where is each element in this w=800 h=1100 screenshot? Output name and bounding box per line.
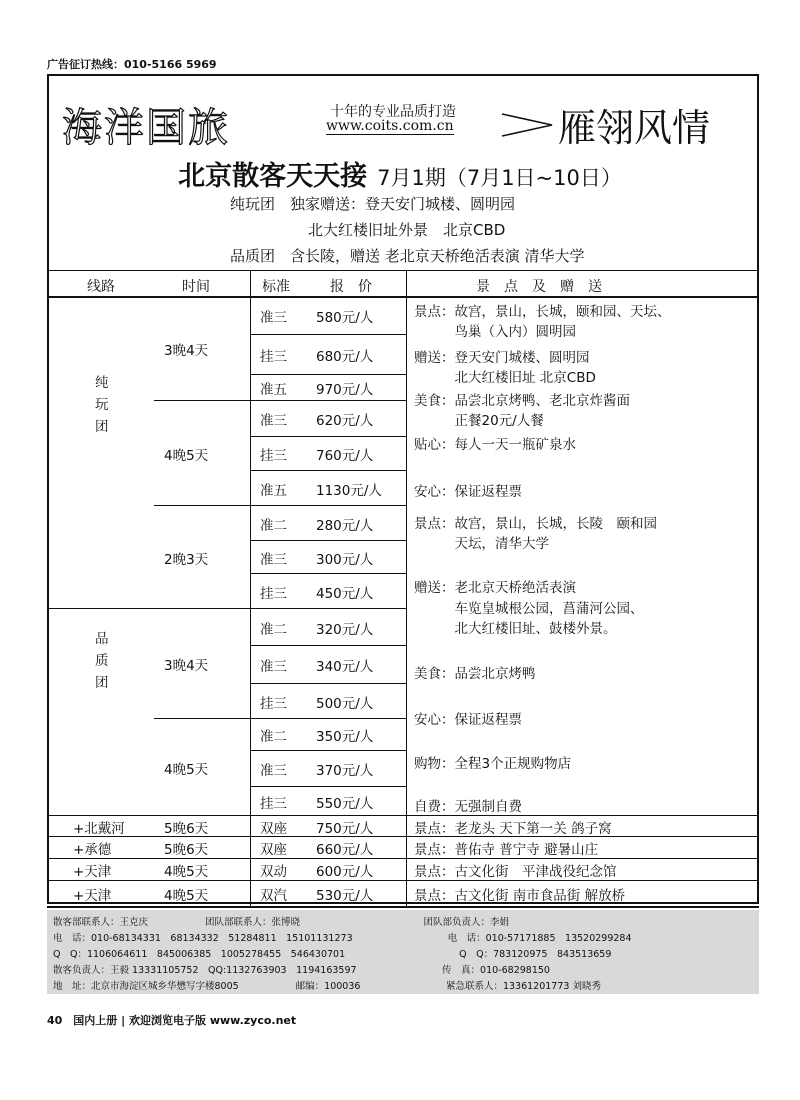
header-price: 报 价: [330, 279, 372, 295]
spots-line: 贴心：每人一天一瓶矿泉水: [414, 437, 576, 453]
subtitle-pure: 纯玩团 独家赠送：登天安门城楼、圆明园: [230, 195, 516, 213]
spots-line: 景点：故宫，景山，长城，长陵 颐和园: [414, 516, 657, 532]
brand-website[interactable]: www.coits.com.cn: [326, 118, 454, 134]
row-price: 620元/人: [316, 413, 374, 429]
brand-logo-left: 海洋国旅: [62, 105, 230, 151]
row-price: 680元/人: [316, 349, 374, 365]
row-time: 4晚5天: [164, 447, 209, 464]
header-spots: 景 点 及 赠 送: [476, 279, 602, 295]
row-line: [250, 718, 406, 719]
spots-line: 北大红楼旧址 北京CBD: [414, 370, 596, 386]
row-price: 340元/人: [316, 659, 374, 675]
spots-line: 景点：故宫，景山，长城，颐和园、天坛、: [414, 304, 671, 320]
row-price: 1130元/人: [316, 482, 382, 499]
row-standard: 准三: [260, 659, 287, 675]
header-route: 线路: [87, 279, 115, 295]
extra-standard: 双动: [260, 864, 287, 880]
row-standard: 准三: [260, 413, 287, 429]
row-price: 370元/人: [316, 763, 374, 779]
row-line: [250, 683, 406, 684]
row-standard: 挂三: [260, 795, 287, 812]
extra-route: +承德: [73, 842, 112, 858]
route-group-line: [47, 608, 154, 609]
row-line: [250, 608, 406, 609]
row-line: [250, 374, 406, 375]
extra-spots: 景点：普佑寺 普宁寺 避暑山庄: [414, 842, 599, 858]
ad-hotline: 广告征订热线：010-5166 5969: [47, 58, 217, 71]
arrow-right-icon: [500, 108, 560, 142]
table-header-line: [47, 296, 759, 298]
col-line-standard: [250, 270, 251, 906]
contacts-line-1: 散客部联系人：王克庆 团队部联系人：张博晓 团队部负责人：李娟: [53, 917, 510, 928]
contacts-panel: [47, 910, 759, 994]
row-price: 580元/人: [316, 310, 374, 326]
row-line: [250, 470, 406, 471]
extra-route: +天津: [73, 864, 112, 880]
row-line: [250, 573, 406, 574]
spots-line: 购物：全程3个正规购物店: [414, 756, 572, 772]
extra-time: 5晚6天: [164, 820, 209, 837]
row-line: [250, 400, 406, 401]
row-price: 350元/人: [316, 729, 374, 745]
row-time: 3晚4天: [164, 343, 209, 359]
spots-line: 车览皇城根公园，菖蒲河公园、: [414, 601, 644, 617]
contacts-line-5: 地 址：北京市海淀区城乡华懋写字楼8005 邮编：100036 紧急联系人：13361201773 刘晓秀: [53, 981, 601, 992]
row-price: 760元/人: [316, 448, 374, 464]
row-standard: 准二: [260, 729, 287, 745]
row-time: 4晚5天: [164, 761, 209, 778]
extra-spots: 景点：老龙头 天下第一关 鸽子窝: [414, 820, 612, 837]
table-bottom-line: [47, 906, 759, 908]
time-group-line: [154, 505, 250, 506]
extra-time: 5晚6天: [164, 842, 209, 858]
spots-line: 美食：品尝北京烤鸭、老北京炸酱面: [414, 393, 630, 409]
extra-spots: 景点：古文化街 平津战役纪念馆: [414, 864, 617, 880]
row-price: 500元/人: [316, 695, 374, 712]
spots-line: 安心：保证返程票: [414, 484, 522, 500]
headline-date: 7月1期（7月1日~10日）: [377, 166, 622, 190]
row-line: [250, 786, 406, 787]
row-standard: 准三: [260, 551, 287, 568]
extra-standard: 双座: [260, 820, 287, 837]
spots-line: 鸟巢（入内）圆明园: [414, 324, 576, 340]
row-standard: 挂三: [260, 695, 287, 712]
brand-slogan: 十年的专业品质打造: [330, 104, 456, 120]
extras-row-line: [47, 880, 759, 881]
page-footer: 40 国内上册 | 欢迎浏览电子版 www.zyco.net: [47, 1014, 297, 1027]
brand-logo-right: 雁翎风情: [558, 106, 711, 150]
row-price: 300元/人: [316, 551, 374, 568]
spots-line: 天坛，清华大学: [414, 536, 549, 552]
spots-line: 自费：无强制自费: [414, 799, 522, 815]
route-quality: 品 质 团: [95, 631, 109, 691]
col-line-spots: [406, 270, 407, 906]
row-line: [250, 540, 406, 541]
row-standard: 挂三: [260, 585, 287, 602]
contacts-line-2: 电 话：010-68134331 68134332 51284811 15101131273 电 话：010-57171885 13520299284: [53, 933, 632, 944]
row-price: 970元/人: [316, 382, 374, 398]
row-time: 2晚3天: [164, 551, 209, 568]
row-price: 320元/人: [316, 621, 374, 638]
row-price: 280元/人: [316, 517, 374, 534]
subtitle-quality: 品质团 含长陵，赠送 老北京天桥绝活表演 清华大学: [230, 247, 585, 265]
spots-line: 北大红楼旧址、鼓楼外景。: [414, 621, 617, 637]
contacts-line-4: 散客负责人：王毅 13331105752 QQ:1132763903 1194163597 传 真：010-68298150: [53, 965, 550, 976]
header-standard: 标准: [262, 279, 290, 295]
spots-line: 正餐20元/人餐: [414, 413, 544, 429]
row-standard: 准二: [260, 621, 287, 638]
row-price: 450元/人: [316, 585, 374, 602]
subtitle-cbd: 北大红楼旧址外景 北京CBD: [308, 221, 506, 239]
row-standard: 准五: [260, 382, 287, 398]
row-price: 550元/人: [316, 795, 374, 812]
time-group-line: [154, 400, 250, 401]
row-line: [250, 334, 406, 335]
page-title: [0, 154, 800, 193]
table-top-line: [47, 270, 759, 271]
row-line: [250, 645, 406, 646]
row-standard: 挂三: [260, 448, 287, 464]
extra-spots: 景点：古文化街 南市食品街 解放桥: [414, 888, 626, 904]
header-time: 时间: [182, 279, 210, 295]
route-pure: 纯 玩 团: [95, 375, 109, 435]
contacts-line-3: Q Q：1106064611 845006385 1005278455 546430701 Q Q：783120975 843513659: [53, 949, 612, 960]
time-group-line: [154, 608, 250, 609]
row-line: [250, 505, 406, 506]
extra-route: +北戴河: [73, 820, 125, 837]
extras-row-line: [47, 836, 759, 837]
row-standard: 准三: [260, 763, 287, 779]
extra-standard: 双座: [260, 842, 287, 858]
row-standard: 准五: [260, 482, 287, 499]
row-standard: 准三: [260, 310, 287, 326]
row-time: 3晚4天: [164, 658, 209, 674]
extras-row-line: [47, 858, 759, 859]
extras-top-line: [47, 815, 759, 816]
row-line: [250, 750, 406, 751]
time-group-line: [154, 718, 250, 719]
spots-line: 赠送：登天安门城楼、圆明园: [414, 350, 590, 366]
spots-line: 安心：保证返程票: [414, 712, 522, 728]
spots-line: 赠送：老北京天桥绝活表演: [414, 580, 576, 596]
extra-route: +天津: [73, 888, 112, 904]
extra-standard: 双汽: [260, 888, 287, 904]
row-standard: 挂三: [260, 349, 287, 365]
headline-title: 北京散客天天接: [178, 161, 368, 192]
extra-price: 600元/人: [316, 864, 374, 880]
spots-line: 美食：品尝北京烤鸭: [414, 666, 536, 682]
row-line: [250, 436, 406, 437]
extra-price: 530元/人: [316, 888, 374, 904]
extra-price: 750元/人: [316, 820, 374, 837]
row-standard: 准二: [260, 517, 287, 534]
extra-time: 4晚5天: [164, 888, 209, 904]
extra-time: 4晚5天: [164, 864, 209, 880]
extra-price: 660元/人: [316, 842, 374, 858]
